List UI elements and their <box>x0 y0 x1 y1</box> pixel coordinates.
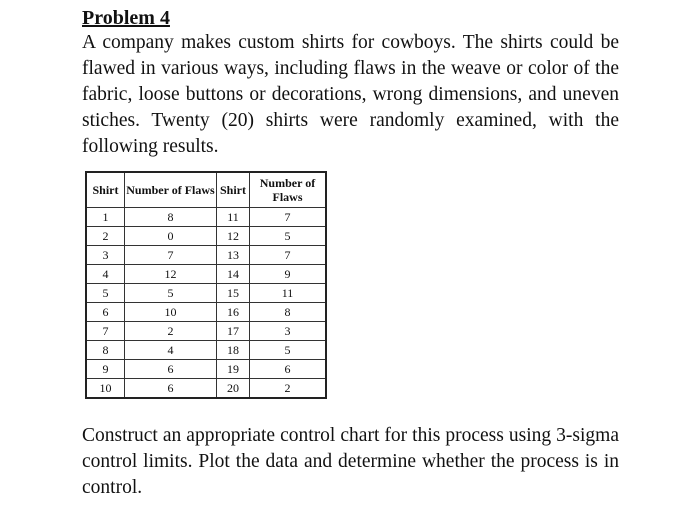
table-row <box>86 303 326 322</box>
table-cell-flaws-b: 8 <box>250 303 327 322</box>
table-cell-shirt-a: 7 <box>86 322 125 341</box>
table-cell-flaws-a: 4 <box>125 341 217 360</box>
problem-title: Problem 4 <box>82 7 170 29</box>
table-header-row <box>86 172 326 208</box>
table-cell-flaws-b: 6 <box>250 360 327 379</box>
table-row <box>86 379 326 399</box>
header-flaws-b: Number of Flaws <box>250 172 327 208</box>
table-row <box>86 227 326 246</box>
table-cell-shirt-a: 3 <box>86 246 125 265</box>
header-flaws-a: Number of Flaws <box>125 172 217 208</box>
table-cell-flaws-b: 7 <box>250 246 327 265</box>
table-cell-shirt-a: 1 <box>86 208 125 227</box>
table-cell-shirt-b: 17 <box>217 322 250 341</box>
table-cell-shirt-b: 15 <box>217 284 250 303</box>
table-row <box>86 360 326 379</box>
table-cell-flaws-a: 6 <box>125 379 217 399</box>
table-cell-shirt-a: 5 <box>86 284 125 303</box>
table-cell-shirt-a: 10 <box>86 379 125 399</box>
header-shirt-a: Shirt <box>86 172 125 208</box>
table-cell-flaws-b: 3 <box>250 322 327 341</box>
table-cell-flaws-b: 5 <box>250 227 327 246</box>
table-cell-flaws-b: 2 <box>250 379 327 399</box>
table-cell-flaws-a: 8 <box>125 208 217 227</box>
table-cell-shirt-a: 6 <box>86 303 125 322</box>
table-cell-shirt-a: 8 <box>86 341 125 360</box>
table-row <box>86 208 326 227</box>
table-cell-shirt-b: 12 <box>217 227 250 246</box>
table-cell-shirt-b: 11 <box>217 208 250 227</box>
table-cell-flaws-a: 0 <box>125 227 217 246</box>
table-cell-shirt-a: 4 <box>86 265 125 284</box>
table-cell-shirt-a: 9 <box>86 360 125 379</box>
table-cell-flaws-b: 11 <box>250 284 327 303</box>
table-row <box>86 265 326 284</box>
table-cell-shirt-b: 13 <box>217 246 250 265</box>
table-cell-shirt-a: 2 <box>86 227 125 246</box>
table-row <box>86 341 326 360</box>
flaws-table-body <box>86 208 326 399</box>
table-row <box>86 322 326 341</box>
table-cell-flaws-a: 10 <box>125 303 217 322</box>
problem-intro: A company makes custom shirts for cowboys. The shirts could be flawed in various ways, including flaws in the weave or color of the fabric, loose buttons or decorations, wrong dimensions, and uneven stiches. Twenty (20) shirts were randomly examined, with the following results. <box>82 32 619 157</box>
table-cell-flaws-b: 9 <box>250 265 327 284</box>
flaws-table <box>85 171 327 399</box>
table-cell-flaws-a: 12 <box>125 265 217 284</box>
table-cell-shirt-b: 20 <box>217 379 250 399</box>
table-row <box>86 246 326 265</box>
table-row <box>86 284 326 303</box>
table-cell-flaws-b: 7 <box>250 208 327 227</box>
table-cell-flaws-a: 7 <box>125 246 217 265</box>
problem-question: Construct an appropriate control chart for this process using 3-sigma control limits. Plot the data and determine whether the process is in control. <box>82 425 619 498</box>
table-cell-shirt-b: 19 <box>217 360 250 379</box>
table-cell-flaws-a: 5 <box>125 284 217 303</box>
table-cell-flaws-a: 2 <box>125 322 217 341</box>
table-cell-shirt-b: 18 <box>217 341 250 360</box>
table-cell-shirt-b: 14 <box>217 265 250 284</box>
table-cell-flaws-a: 6 <box>125 360 217 379</box>
header-shirt-b: Shirt <box>217 172 250 208</box>
table-cell-shirt-b: 16 <box>217 303 250 322</box>
table-cell-flaws-b: 5 <box>250 341 327 360</box>
